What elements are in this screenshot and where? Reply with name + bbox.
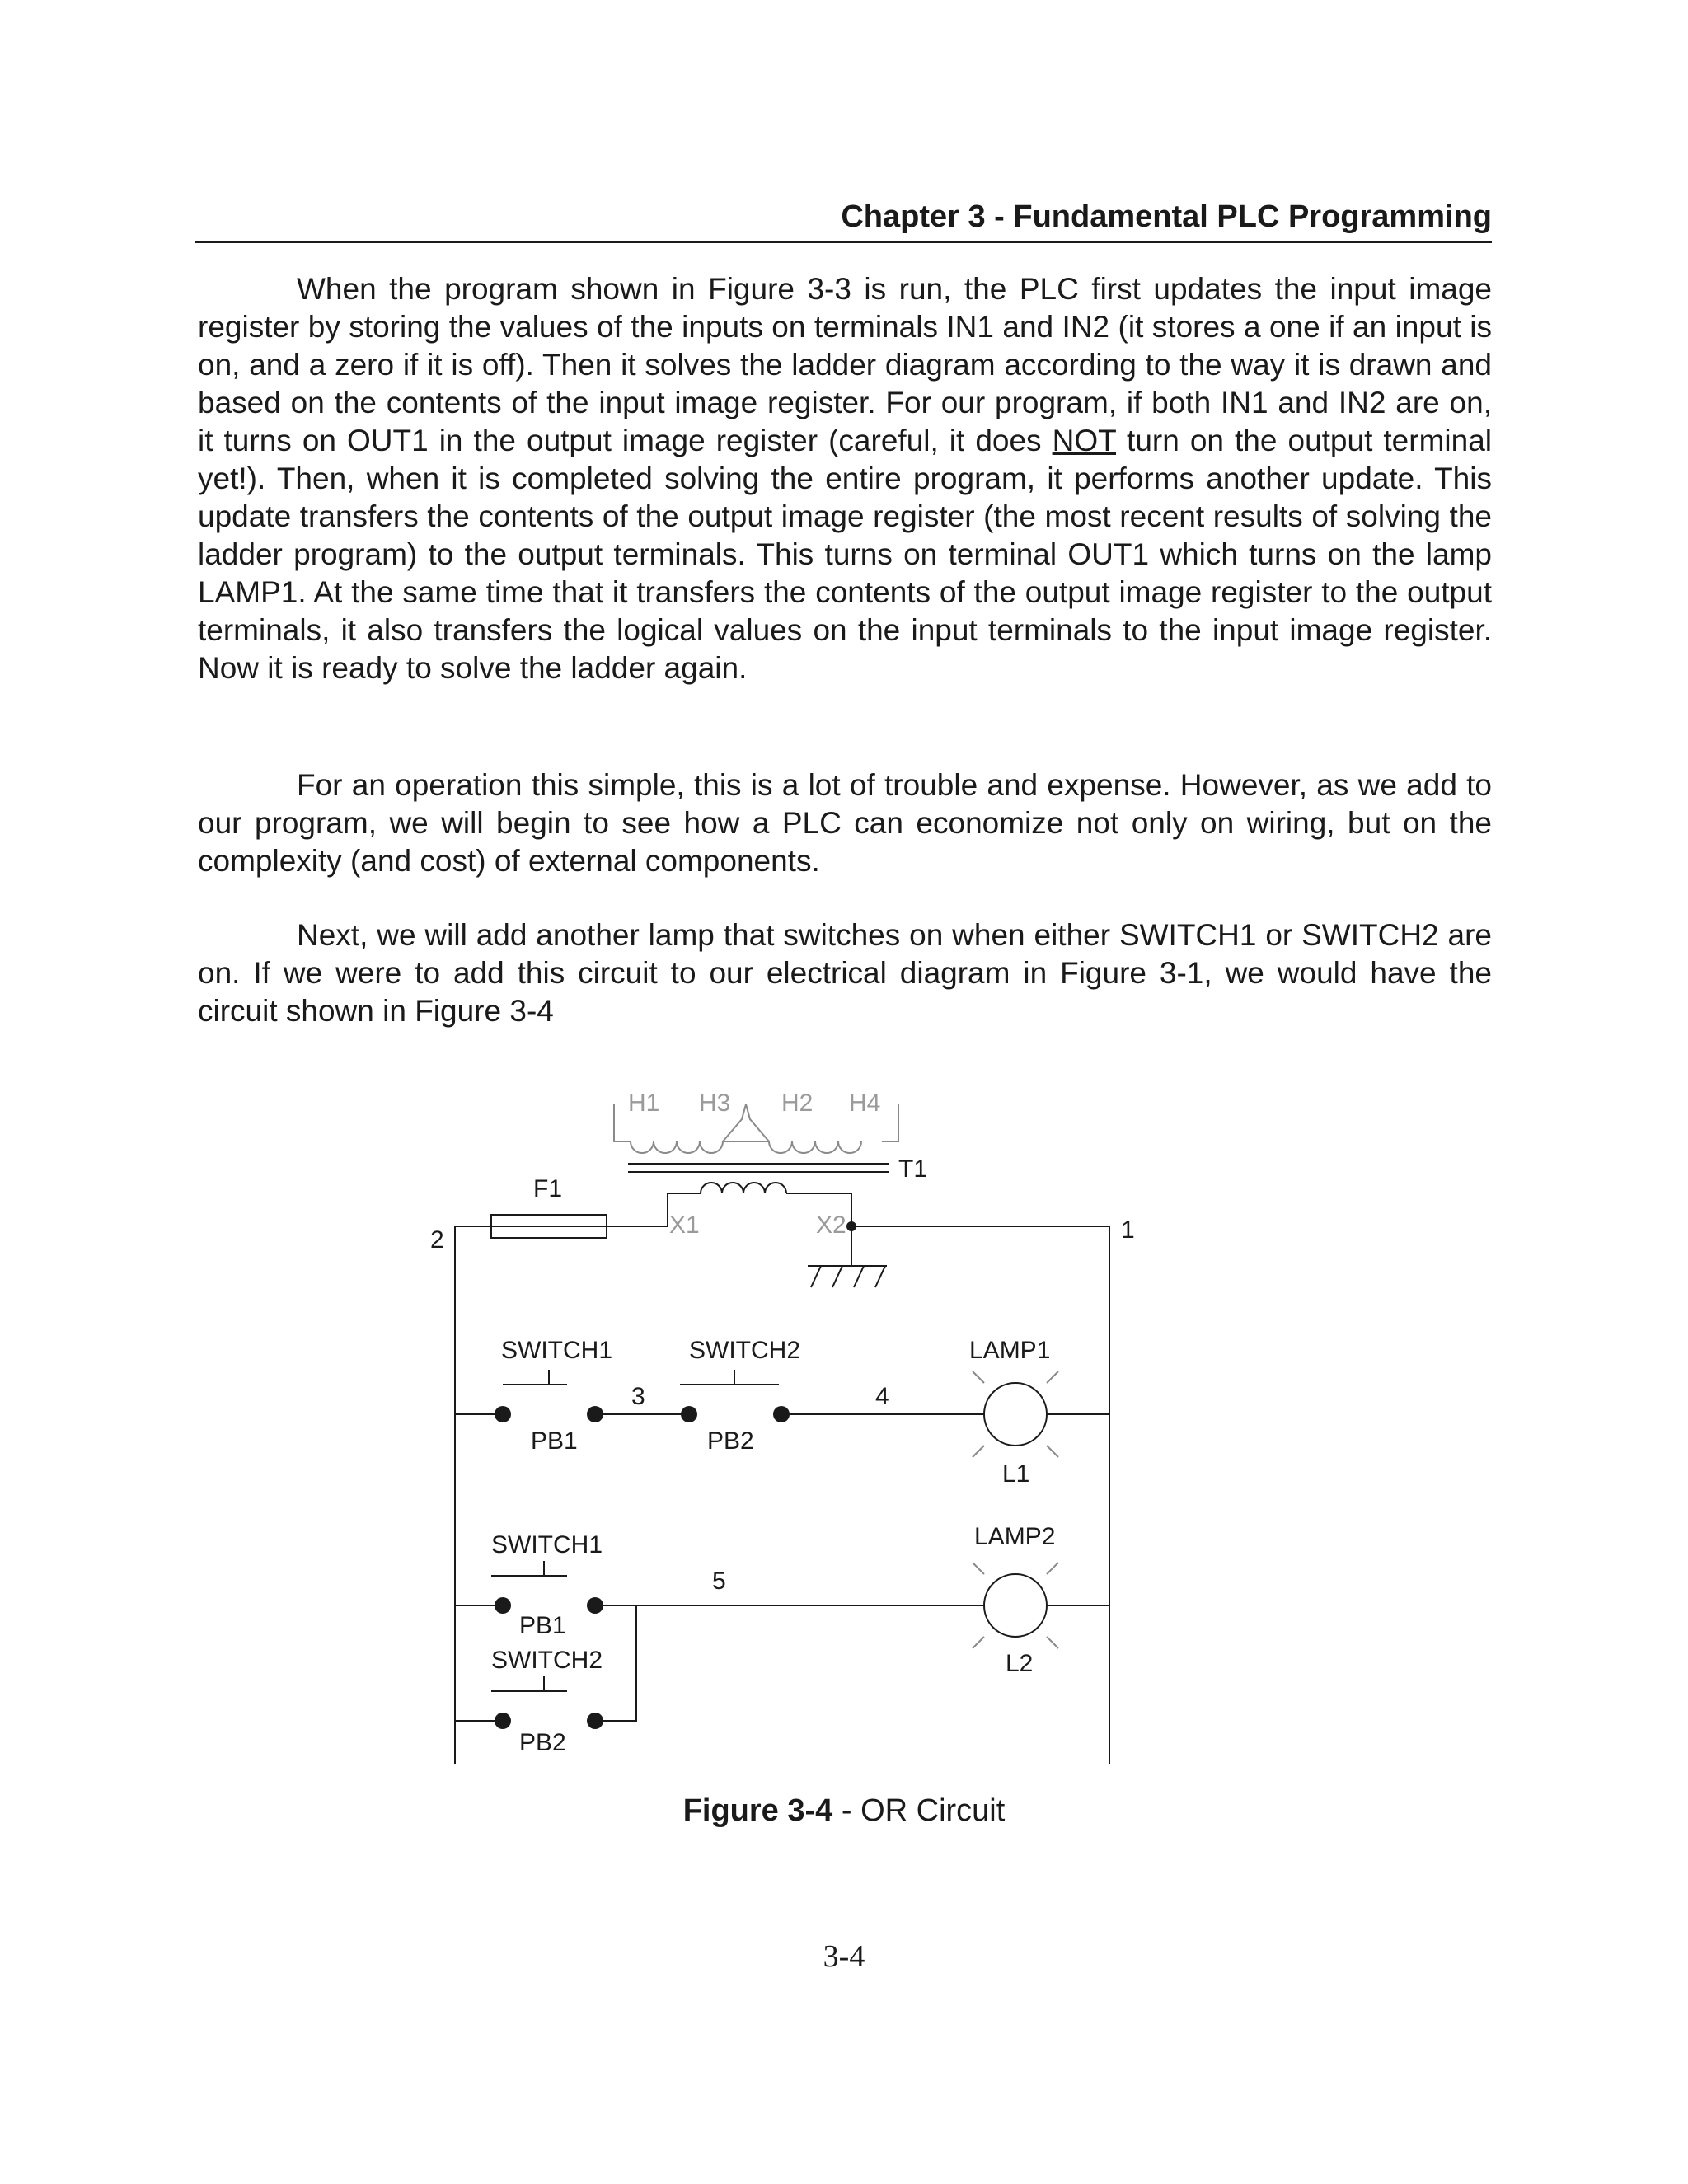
label-f1: F1 [533, 1175, 563, 1202]
label-lamp2: LAMP2 [974, 1523, 1056, 1550]
label-lamp1: LAMP1 [969, 1337, 1051, 1364]
label-wire-4: 4 [875, 1383, 889, 1410]
paragraph-cost: For an operation this simple, this is a lot of trouble and expense. However, as we add to our program, we will begin to see how a PLC can economize not only on wiring, but on the complexity (and cost) of external components. [198, 768, 1492, 878]
paragraph-text: turn on the output terminal yet!). Then, when it is completed solving the entire program, it performs another update. This update transfers the contents of the output image register (the most recent results of solving the ladder program) to the output terminals. This turns on terminal OUT1 which turns on the lamp LAMP1. At the same time that it transfers the contents of the output image register to the output terminals, it also transfers the logical values on the input terminals to the input image register. Now it is ready to solve the ladder again. [198, 424, 1492, 685]
rung2-pb1-dot [587, 1597, 603, 1614]
left-rail [455, 1226, 491, 1764]
lamp1-symbol [984, 1383, 1047, 1446]
label-rung2-switch2: SWITCH2 [491, 1647, 603, 1674]
label-h4: H4 [849, 1090, 881, 1117]
label-switch2: SWITCH2 [689, 1337, 800, 1364]
chapter-header: Chapter 3 - Fundamental PLC Programming [841, 199, 1492, 234]
rung2-pb2-dot [495, 1713, 511, 1729]
emphasis-not: NOT [1052, 424, 1117, 457]
label-l1: L1 [1002, 1460, 1030, 1488]
label-t1: T1 [898, 1155, 928, 1183]
label-h3: H3 [699, 1090, 731, 1117]
ground-hatch [811, 1266, 821, 1287]
node-dot [846, 1221, 856, 1231]
figure-caption [0, 1790, 1688, 1831]
label-rung2-pb1: PB1 [519, 1612, 566, 1639]
paragraph-text: When the program shown in Figure 3-3 is run, the PLC first updates the input image register by storing the values of the inputs on terminals IN1 and IN2 (it stores a one if an input is on, and a zero if it is off). Then it solves the ladder diagram according to the way it is drawn and based on the contents of the input image register. For our program, if both IN1 and IN2 are on, it turns on OUT1 in the output image register (careful, it does [198, 272, 1492, 457]
label-pb1: PB1 [531, 1427, 578, 1455]
label-x2: X2 [816, 1212, 846, 1239]
label-h1: H1 [628, 1090, 660, 1117]
lamp2-symbol [984, 1574, 1047, 1637]
paragraph-scan-cycle [198, 270, 1492, 687]
lamp2-rays [973, 1563, 1058, 1648]
label-switch1: SWITCH1 [501, 1337, 612, 1364]
label-h2: H2 [781, 1090, 814, 1117]
pb2-terminal-dot [773, 1406, 790, 1422]
header-rule [195, 241, 1492, 243]
circuit-svg [412, 1071, 1154, 1797]
label-l2: L2 [1006, 1650, 1034, 1677]
lamp1-rays [973, 1371, 1058, 1457]
ground-hatch [854, 1266, 864, 1287]
pb1-terminal-dot [587, 1406, 603, 1422]
label-wire-3: 3 [631, 1383, 645, 1410]
or-circuit-diagram [412, 1071, 1154, 1797]
transformer-secondary [701, 1183, 786, 1193]
label-pb2: PB2 [707, 1427, 754, 1455]
ground-hatch [832, 1266, 842, 1287]
page-number: 3-4 [823, 1939, 865, 1974]
label-wire-2: 2 [430, 1226, 444, 1254]
label-rung2-pb2: PB2 [519, 1729, 566, 1756]
label-wire-5: 5 [712, 1568, 726, 1595]
right-rail [851, 1226, 1109, 1764]
ground-hatch [875, 1266, 885, 1287]
rung2-pb1-dot [495, 1597, 511, 1614]
pb1-terminal-dot [495, 1406, 511, 1422]
paragraph-or-intro: Next, we will add another lamp that switches on when either SWITCH1 or SWITCH2 are on. If we were to add this circuit to our electrical diagram in Figure 3-1, we would have the circuit shown in Figure 3-4 [198, 918, 1492, 1028]
caption-figure-number: Figure 3-4 [682, 1793, 833, 1828]
label-x1: X1 [669, 1212, 700, 1239]
caption-title: - OR Circuit [832, 1793, 1006, 1828]
pb2-terminal-dot [681, 1406, 697, 1422]
rung2-pb2-dot [587, 1713, 603, 1729]
label-rung2-switch1: SWITCH1 [491, 1531, 603, 1558]
label-wire-1: 1 [1121, 1216, 1135, 1244]
